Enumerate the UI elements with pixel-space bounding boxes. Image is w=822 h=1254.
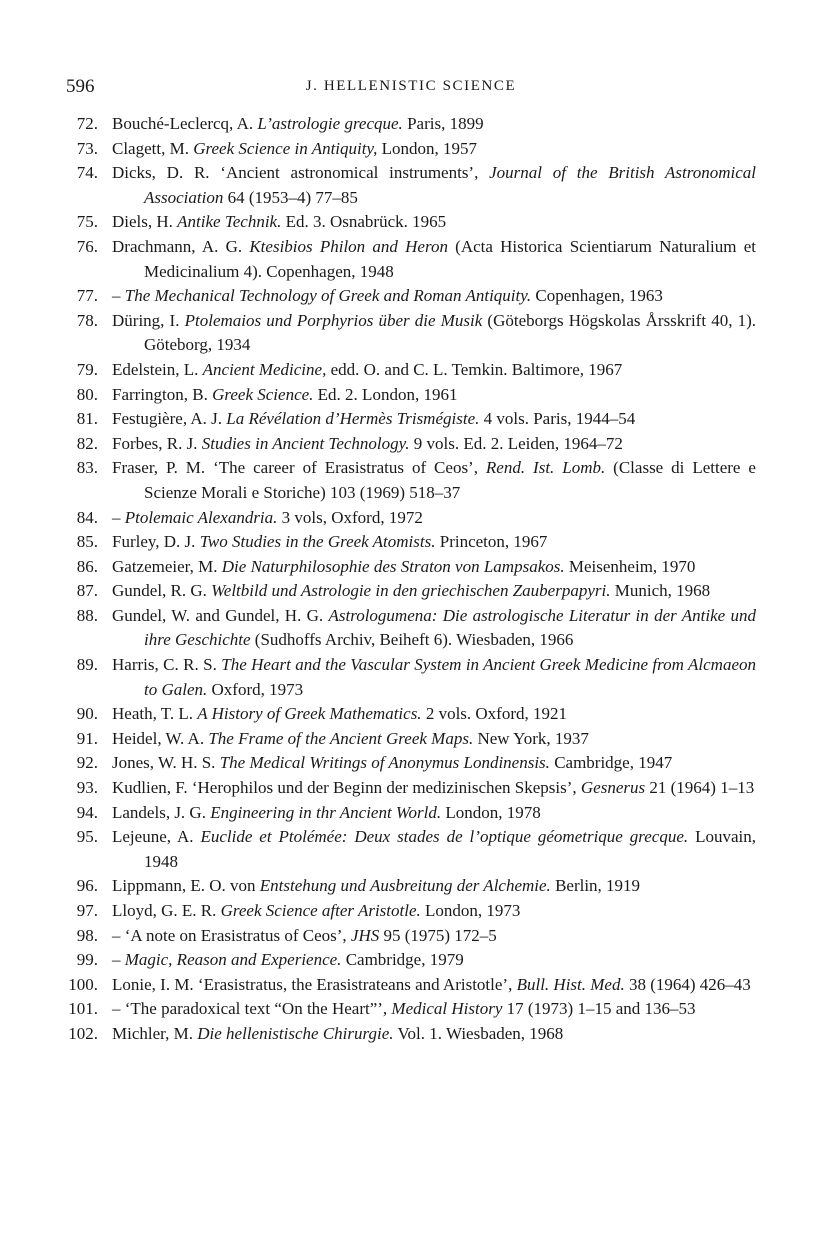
entry-author: – [112,286,125,306]
entry-number: 82. [76,433,98,453]
entry-title: Ktesibios Philon and Heron [249,236,448,256]
entry-title: Weltbild und Astrologie in den griechischen Zauberpapyri. [211,581,611,601]
bibliography-entry [0,727,822,752]
entry-title: Antike Technik. [177,212,282,232]
entry-author: Heath, T. L. [112,704,198,724]
entry-number: 89. [76,655,98,675]
bibliography-entry [0,604,822,653]
bibliography-entry [0,137,822,162]
entry-title: Journal of the British Astronomical Association [144,163,756,207]
entry-details: 64 (1953–4) 77–85 [223,187,358,207]
entry-number: 74. [76,163,98,183]
entry-title: The Mechanical Technology of Greek and Roman Antiquity. [124,286,532,306]
bibliography-entry [0,948,822,973]
entry-author: Düring, I. [112,310,185,330]
entry-number: 95. [76,827,98,847]
entry-number: 93. [76,778,98,798]
entry-author: Lippmann, E. O. von [112,876,260,896]
entry-details: 3 vols, Oxford, 1972 [277,507,423,527]
entry-author: Kudlien, F. ‘Herophilos und der Beginn der medizinischen Skepsis’, [112,778,581,798]
entry-title: Astrologumena: Die astrologische Literatur in der Antike und ihre Geschichte [144,605,756,650]
entry-author: Dicks, D. R. ‘Ancient astronomical instruments’, [112,163,490,183]
bibliography-list [0,112,822,1047]
entry-details: Meisenheim, 1970 [564,556,696,576]
entry-number: 99. [76,950,98,970]
entry-author: Heidel, W. A. [112,728,209,748]
entry-details: Cambridge, 1979 [341,950,464,970]
entry-number: 90. [76,704,98,724]
running-head: J. HELLENISTIC SCIENCE [305,78,517,94]
entry-number: 94. [76,802,98,822]
entry-title: Rend. Ist. Lomb. [485,458,606,478]
bibliography-entry [0,825,822,874]
entry-details: (Acta Historica Scientiarum Naturalium et Medicinalium 4). Copenhagen, 1948 [144,236,756,281]
entry-details: Oxford, 1973 [207,679,304,699]
entry-details: Ed. 3. Osnabrück. 1965 [281,212,447,232]
entry-details: Copenhagen, 1963 [531,286,663,306]
entry-number: 87. [76,581,98,601]
entry-details: edd. O. and C. L. Temkin. Baltimore, 1967 [326,359,623,379]
bibliography-entry [0,973,822,998]
entry-number: 92. [76,753,98,773]
entry-number: 100. [68,974,98,994]
entry-number: 73. [76,138,98,158]
entry-details: Cambridge, 1947 [549,753,673,773]
bibliography-entry [0,358,822,383]
entry-details: Berlin, 1919 [550,876,641,896]
entry-details: London, 1978 [441,802,541,822]
entry-details: 21 (1964) 1–13 [645,778,755,798]
entry-title: Engineering in thr Ancient World. [210,802,442,822]
entry-author: Lejeune, A. [112,827,201,847]
entry-number: 102. [68,1023,98,1043]
bibliography-entry [0,383,822,408]
page-header [0,76,822,102]
entry-title: Studies in Ancient Technology. [201,433,410,453]
entry-author: Gundel, R. G. [112,581,212,601]
entry-author: – ‘A note on Erasistratus of Ceos’, [112,925,351,945]
entry-author: Festugière, A. J. [112,409,227,429]
entry-title: Ptolemaios und Porphyrios über die Musik [184,310,483,330]
entry-details: (Classe di Lettere e Scienze Morali e Storiche) 103 (1969) 518–37 [144,458,756,502]
entry-details: 9 vols. Ed. 2. Leiden, 1964–72 [409,433,623,453]
entry-details: Vol. 1. Wiesbaden, 1968 [393,1023,564,1043]
entry-title: Entstehung und Ausbreitung der Alchemie. [259,876,551,896]
entry-details: New York, 1937 [473,728,589,748]
bibliography-entry [0,112,822,137]
entry-title: JHS [350,925,380,945]
entry-author: Gatzemeier, M. [112,556,222,576]
entry-details: 2 vols. Oxford, 1921 [421,704,568,724]
entry-title: A History of Greek Mathematics. [197,704,422,724]
entry-number: 72. [76,114,98,133]
entry-number: 88. [76,605,98,625]
entry-title: Gesnerus [580,778,646,798]
entry-details: London, 1973 [420,901,521,920]
entry-title: Medical History [391,999,503,1019]
entry-details: Princeton, 1967 [435,532,548,552]
entry-title: Die Naturphilosophie des Straton von Lampsakos. [221,556,565,576]
entry-author: Landels, J. G. [112,802,211,822]
entry-author: Fraser, P. M. ‘The career of Erasistratus of Ceos’, [112,458,486,478]
entry-title: Die hellenistische Chirurgie. [197,1023,394,1043]
entry-number: 98. [76,925,98,945]
entry-title: The Frame of the Ancient Greek Maps. [208,728,474,748]
entry-number: 101. [68,999,98,1019]
bibliography-entry [0,530,822,555]
entry-number: 85. [76,532,98,552]
entry-number: 97. [76,901,98,920]
bibliography-entry [0,555,822,580]
entry-number: 75. [76,212,98,232]
entry-author: Bouché-Leclercq, A. [112,114,258,133]
entry-number: 91. [76,728,98,748]
entry-author: Michler, M. [112,1023,198,1043]
entry-author: – [112,507,125,527]
entry-title: L’astrologie grecque. [257,114,403,133]
bibliography-entry [0,702,822,727]
bibliography-entry [0,751,822,776]
entry-author: – ‘The paradoxical text “On the Heart”’, [112,999,392,1019]
entry-number: 86. [76,556,98,576]
entry-title: Magic, Reason and Experience. [124,950,342,970]
entry-title: La Révélation d’Hermès Trismégiste. [226,409,480,429]
page-number: 596 [66,76,95,97]
entry-details: 4 vols. Paris, 1944–54 [479,409,636,429]
bibliography-entry [0,432,822,457]
entry-details: Louvain, 1948 [144,827,756,871]
entry-number: 83. [76,458,98,478]
entry-number: 76. [76,236,98,256]
entry-title: Ptolemaic Alexandria. [124,507,278,527]
entry-author: Diels, H. [112,212,178,232]
entry-details: Munich, 1968 [610,581,711,601]
entry-number: 96. [76,876,98,896]
entry-details: 95 (1975) 172–5 [379,925,497,945]
entry-author: Drachmann, A. G. [112,236,250,256]
bibliography-entry [0,161,822,210]
bibliography-entry [0,407,822,432]
entry-details: (Göteborgs Högskolas Årsskrift 40, 1). Göteborg, 1934 [144,310,757,355]
entry-number: 77. [76,286,98,306]
entry-title: Ancient Medicine, [202,359,327,379]
bibliography-entry [0,776,822,801]
bibliography-entry [0,456,822,505]
entry-title: Bull. Hist. Med. [516,974,625,994]
entry-title: Greek Science. [212,384,314,404]
bibliography-entry [0,997,822,1022]
bibliography-entry [0,309,822,358]
entry-author: Edelstein, L. [112,359,203,379]
entry-title: The Heart and the Vascular System in Ancient Greek Medicine from Alcmaeon to Galen. [144,655,756,699]
entry-number: 84. [76,507,98,527]
entry-details: 38 (1964) 426–43 [624,974,751,994]
entry-author: Farrington, B. [112,384,213,404]
entry-author: Forbes, R. J. [112,433,202,453]
bibliography-entry [0,284,822,309]
entry-title: Two Studies in the Greek Atomists. [199,532,436,552]
entry-details: (Sudhoffs Archiv, Beiheft 6). Wiesbaden, 1966 [250,630,574,650]
bibliography-entry [0,1022,822,1047]
entry-number: 81. [76,409,98,429]
bibliography-entry [0,210,822,235]
bibliography-entry [0,801,822,826]
entry-details: Paris, 1899 [402,114,484,133]
entry-title: The Medical Writings of Anonymus Londinensis. [219,753,550,773]
bibliography-entry [0,506,822,531]
bibliography-entry [0,653,822,702]
entry-author: Jones, W. H. S. [112,753,220,773]
bibliography-entry [0,874,822,899]
entry-author: Harris, C. R. S. [112,655,222,675]
bibliography-entry [0,924,822,949]
entry-number: 80. [76,384,98,404]
entry-title: Greek Science after Aristotle. [220,901,421,920]
entry-details: 17 (1973) 1–15 and 136–53 [502,999,696,1019]
entry-author: Gundel, W. and Gundel, H. G. [112,605,329,625]
entry-number: 79. [76,359,98,379]
entry-title: Euclide et Ptolémée: Deux stades de l’optique géometrique grecque. [200,827,689,847]
entry-details: London, 1957 [377,138,477,158]
entry-title: Greek Science in Antiquity, [193,138,378,158]
entry-author: – [112,950,125,970]
bibliography-entry [0,579,822,604]
entry-details: Ed. 2. London, 1961 [313,384,458,404]
entry-number: 78. [76,310,98,330]
entry-author: Clagett, M. [112,138,194,158]
bibliography-entry [0,899,822,924]
entry-author: Lonie, I. M. ‘Erasistratus, the Erasistrateans and Aristotle’, [112,974,517,994]
bibliography-entry [0,235,822,284]
entry-author: Furley, D. J. [112,532,200,552]
entry-author: Lloyd, G. E. R. [112,901,221,920]
